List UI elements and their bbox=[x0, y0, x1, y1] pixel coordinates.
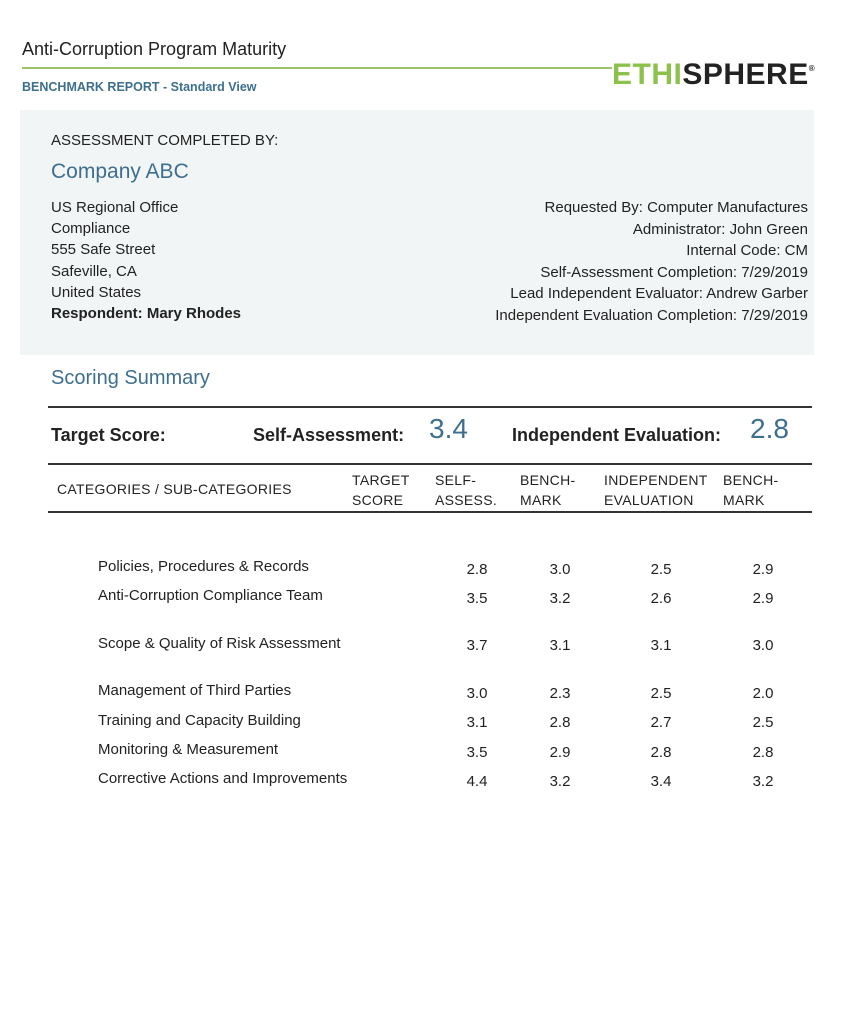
detail-line: Lead Independent Evaluator: Andrew Garber bbox=[510, 285, 808, 303]
detail-line: Internal Code: CM bbox=[686, 242, 808, 260]
row-category-label: Management of Third Parties bbox=[98, 682, 292, 699]
respondent: Respondent: Mary Rhodes bbox=[51, 305, 242, 323]
column-header-target: TARGET SCORE bbox=[352, 472, 410, 508]
report-subtitle: BENCHMARK REPORT - Standard View bbox=[22, 80, 257, 94]
benchmark-2-cell: 2.8 bbox=[752, 744, 774, 761]
row-category-label: Training and Capacity Building bbox=[98, 712, 301, 729]
ethisphere-logo: ETHISPHERE® bbox=[612, 58, 816, 91]
column-header-benchmark: BENCH- MARK bbox=[520, 472, 576, 508]
benchmark-2-cell: 2.5 bbox=[752, 714, 774, 731]
column-header-category: CATEGORIES / SUB-CATEGORIES bbox=[57, 481, 292, 497]
benchmark-2-cell: 3.2 bbox=[752, 773, 774, 790]
detail-line: Self-Assessment Completion: 7/29/2019 bbox=[540, 263, 808, 281]
divider bbox=[48, 463, 812, 465]
independent-evaluation-cell: 2.7 bbox=[650, 714, 672, 731]
report-title: Anti-Corruption Program Maturity bbox=[22, 39, 287, 59]
row-category-label: Policies, Procedures & Records bbox=[98, 558, 309, 575]
independent-evaluation-cell: 3.4 bbox=[650, 773, 672, 790]
benchmark-2-cell: 3.0 bbox=[752, 637, 774, 654]
self-assessment-cell: 2.8 bbox=[466, 561, 488, 578]
independent-evaluation-value: 2.8 bbox=[750, 413, 789, 444]
company-name: Company ABC bbox=[51, 160, 189, 183]
address-line: United States bbox=[51, 283, 142, 301]
self-assessment-cell: 3.5 bbox=[466, 744, 488, 761]
target-score-label: Target Score: bbox=[51, 425, 166, 445]
benchmark-cell: 2.8 bbox=[549, 714, 571, 731]
address-line: US Regional Office bbox=[51, 199, 179, 216]
benchmark-2-cell: 2.0 bbox=[752, 685, 774, 702]
row-category-label: Scope & Quality of Risk Assessment bbox=[98, 635, 341, 652]
scoring-summary-title: Scoring Summary bbox=[51, 367, 210, 389]
self-assessment-value: 3.4 bbox=[429, 413, 468, 444]
title-rule bbox=[22, 67, 612, 69]
independent-evaluation-cell: 2.6 bbox=[650, 590, 672, 607]
self-assessment-cell: 3.1 bbox=[466, 714, 488, 731]
row-category-label: Corrective Actions and Improvements bbox=[98, 770, 348, 787]
benchmark-cell: 2.3 bbox=[549, 685, 571, 702]
detail-line: Independent Evaluation Completion: 7/29/2019 bbox=[495, 306, 808, 324]
self-assessment-cell: 3.7 bbox=[466, 637, 488, 654]
row-category-label: Anti-Corruption Compliance Team bbox=[98, 587, 323, 604]
independent-evaluation-cell: 2.8 bbox=[650, 744, 672, 761]
address-block bbox=[51, 197, 241, 324]
self-assessment-cell: 3.0 bbox=[466, 685, 488, 702]
independent-evaluation-cell: 3.1 bbox=[650, 637, 672, 654]
column-header-self-assessment: SELF- ASSESS. bbox=[435, 472, 498, 508]
address-line: 555 Safe Street bbox=[51, 241, 156, 259]
detail-line: Administrator: John Green bbox=[632, 220, 808, 238]
independent-evaluation-cell: 2.5 bbox=[650, 561, 672, 578]
address-line: Safeville, CA bbox=[51, 262, 137, 280]
benchmark-2-cell: 2.9 bbox=[752, 561, 774, 578]
divider bbox=[48, 406, 812, 408]
self-assessment-cell: 3.5 bbox=[466, 590, 488, 607]
benchmark-cell: 2.9 bbox=[549, 744, 571, 761]
benchmark-cell: 3.0 bbox=[549, 561, 571, 578]
detail-line: Requested By: Computer Manufactures bbox=[544, 199, 808, 216]
independent-evaluation-label: Independent Evaluation: bbox=[512, 425, 722, 445]
independent-evaluation-cell: 2.5 bbox=[650, 685, 672, 702]
assessment-info-panel bbox=[20, 110, 814, 355]
request-details bbox=[495, 197, 808, 327]
benchmark-cell: 3.2 bbox=[549, 590, 571, 607]
column-header-independent-evaluation: INDEPENDENT EVALUATION bbox=[604, 472, 708, 508]
benchmark-cell: 3.1 bbox=[549, 637, 571, 654]
benchmark-cell: 3.2 bbox=[549, 773, 571, 790]
self-assessment-cell: 4.4 bbox=[466, 773, 488, 790]
divider bbox=[48, 511, 812, 513]
benchmark-2-cell: 2.9 bbox=[752, 590, 774, 607]
completed-by-label: ASSESSMENT COMPLETED BY: bbox=[51, 132, 279, 149]
address-line: Compliance bbox=[51, 220, 131, 238]
column-header-benchmark-2: BENCH- MARK bbox=[723, 472, 779, 508]
self-assessment-label: Self-Assessment: bbox=[253, 425, 405, 445]
row-category-label: Monitoring & Measurement bbox=[98, 741, 279, 758]
score-summary-row bbox=[48, 413, 812, 457]
